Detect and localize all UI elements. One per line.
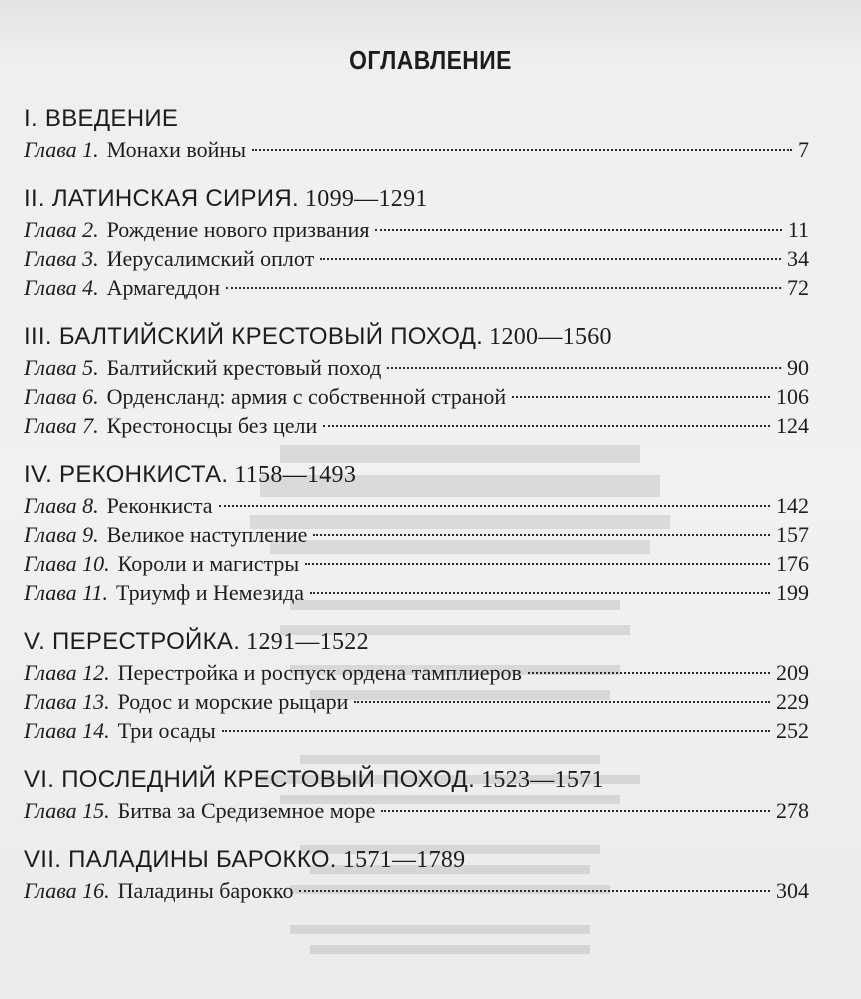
chapter-title: Крестоносцы без цели [106, 413, 318, 438]
dot-leader [310, 592, 770, 594]
part-years: 1291—1522 [246, 629, 369, 655]
chapter-label: Глава 12. [24, 660, 110, 685]
toc-part [24, 763, 809, 825]
chapter-label: Глава 15. [24, 798, 110, 823]
part-heading-text: IV. РЕКОНКИСТА. [24, 461, 229, 488]
chapter-title: Иерусалимский оплот [106, 246, 315, 271]
toc-entry [24, 687, 809, 716]
toc-entry [24, 549, 809, 578]
dot-leader [375, 229, 781, 231]
chapter-title: Паладины барокко [117, 878, 294, 903]
page-number: 90 [787, 355, 809, 380]
toc-part [24, 182, 809, 302]
toc-entry [24, 578, 809, 607]
toc-entry [24, 716, 809, 745]
part-heading-text: I. ВВЕДЕНИЕ [24, 105, 179, 132]
part-heading-text: V. ПЕРЕСТРОЙКА. [24, 628, 241, 655]
part-heading-text: II. ЛАТИНСКАЯ СИРИЯ. [24, 185, 299, 212]
chapter-title: Реконкиста [106, 493, 213, 518]
dot-leader [305, 563, 770, 565]
toc-part [24, 320, 809, 440]
dot-leader [219, 505, 770, 507]
page-number: 124 [776, 413, 809, 438]
chapter-label: Глава 16. [24, 878, 110, 903]
part-heading [24, 458, 809, 491]
chapter-title: Орденсланд: армия с собственной страной [106, 384, 507, 409]
chapter-title: Монахи войны [106, 137, 246, 162]
page-number: 106 [776, 384, 809, 409]
dot-leader [512, 396, 770, 398]
toc-entry [24, 273, 809, 302]
page-title: ОГЛАВЛЕНИЕ [349, 45, 512, 75]
toc-part [24, 843, 809, 905]
page-number: 157 [776, 522, 809, 547]
part-heading-text: VII. ПАЛАДИНЫ БАРОККО. [24, 846, 337, 873]
chapter-title: Великое наступление [106, 522, 308, 547]
chapter-label: Глава 10. [24, 551, 110, 576]
page-number: 199 [776, 580, 809, 605]
dot-leader [313, 534, 770, 536]
toc-entry [24, 215, 809, 244]
part-heading [24, 102, 809, 135]
toc-entry [24, 135, 809, 164]
toc-entry [24, 520, 809, 549]
page-number: 252 [776, 718, 809, 743]
chapter-label: Глава 6. [24, 384, 99, 409]
dot-leader [323, 425, 770, 427]
toc-entry [24, 411, 809, 440]
page-number: 229 [776, 689, 809, 714]
page-number: 209 [776, 660, 809, 685]
chapter-title: Родос и морские рыцари [117, 689, 349, 714]
chapter-label: Глава 9. [24, 522, 99, 547]
toc-entry [24, 382, 809, 411]
part-heading [24, 182, 809, 215]
part-years: 1523—1571 [481, 767, 604, 793]
part-heading [24, 843, 809, 876]
chapter-title: Армагеддон [106, 275, 221, 300]
chapter-label: Глава 2. [24, 217, 99, 242]
page-number: 11 [787, 217, 809, 242]
part-heading [24, 320, 809, 353]
page-number: 142 [776, 493, 809, 518]
part-years: 1099—1291 [304, 186, 428, 212]
chapter-title: Битва за Средиземное море [117, 798, 376, 823]
page-number: 34 [787, 246, 809, 271]
toc-entry [24, 796, 809, 825]
dot-leader [252, 149, 792, 151]
dot-leader [222, 730, 770, 732]
chapter-title: Балтийский крестовый поход [106, 355, 382, 380]
chapter-label: Глава 5. [24, 355, 99, 380]
chapter-title: Короли и магистры [117, 551, 300, 576]
chapter-label: Глава 4. [24, 275, 99, 300]
page-number: 72 [787, 275, 809, 300]
chapter-label: Глава 1. [24, 137, 99, 162]
chapter-title: Три осады [117, 718, 216, 743]
part-heading [24, 625, 809, 658]
part-heading-text: VI. ПОСЛЕДНИЙ КРЕСТОВЫЙ ПОХОД. [24, 766, 476, 793]
chapter-label: Глава 8. [24, 493, 99, 518]
page-number: 278 [776, 798, 809, 823]
chapter-label: Глава 14. [24, 718, 110, 743]
dot-leader [387, 367, 781, 369]
toc-part [24, 102, 809, 164]
page-number: 7 [798, 137, 809, 162]
dot-leader [299, 890, 770, 892]
dot-leader [226, 287, 781, 289]
page-number: 304 [776, 878, 809, 903]
toc-entry [24, 353, 809, 382]
chapter-title: Рождение нового призвания [106, 217, 370, 242]
dot-leader [381, 810, 770, 812]
toc-part [24, 625, 809, 745]
chapter-title: Перестройка и роспуск ордена тамплиеров [117, 660, 522, 685]
dot-leader [354, 701, 770, 703]
chapter-label: Глава 11. [24, 580, 108, 605]
chapter-label: Глава 13. [24, 689, 110, 714]
chapter-label: Глава 7. [24, 413, 99, 438]
chapter-label: Глава 3. [24, 246, 99, 271]
part-heading [24, 763, 809, 796]
toc-entry [24, 491, 809, 520]
dot-leader [320, 258, 781, 260]
chapter-title: Триумф и Немезида [115, 580, 305, 605]
dot-leader [528, 672, 770, 674]
part-years: 1571—1789 [342, 847, 466, 873]
part-years: 1200—1560 [489, 324, 612, 350]
toc-entry [24, 876, 809, 905]
part-heading-text: III. БАЛТИЙСКИЙ КРЕСТОВЫЙ ПОХОД. [24, 323, 484, 350]
table-of-contents [24, 102, 809, 905]
part-years: 1158—1493 [234, 462, 357, 488]
toc-entry [24, 658, 809, 687]
page-number: 176 [776, 551, 809, 576]
toc-part [24, 458, 809, 607]
toc-entry [24, 244, 809, 273]
